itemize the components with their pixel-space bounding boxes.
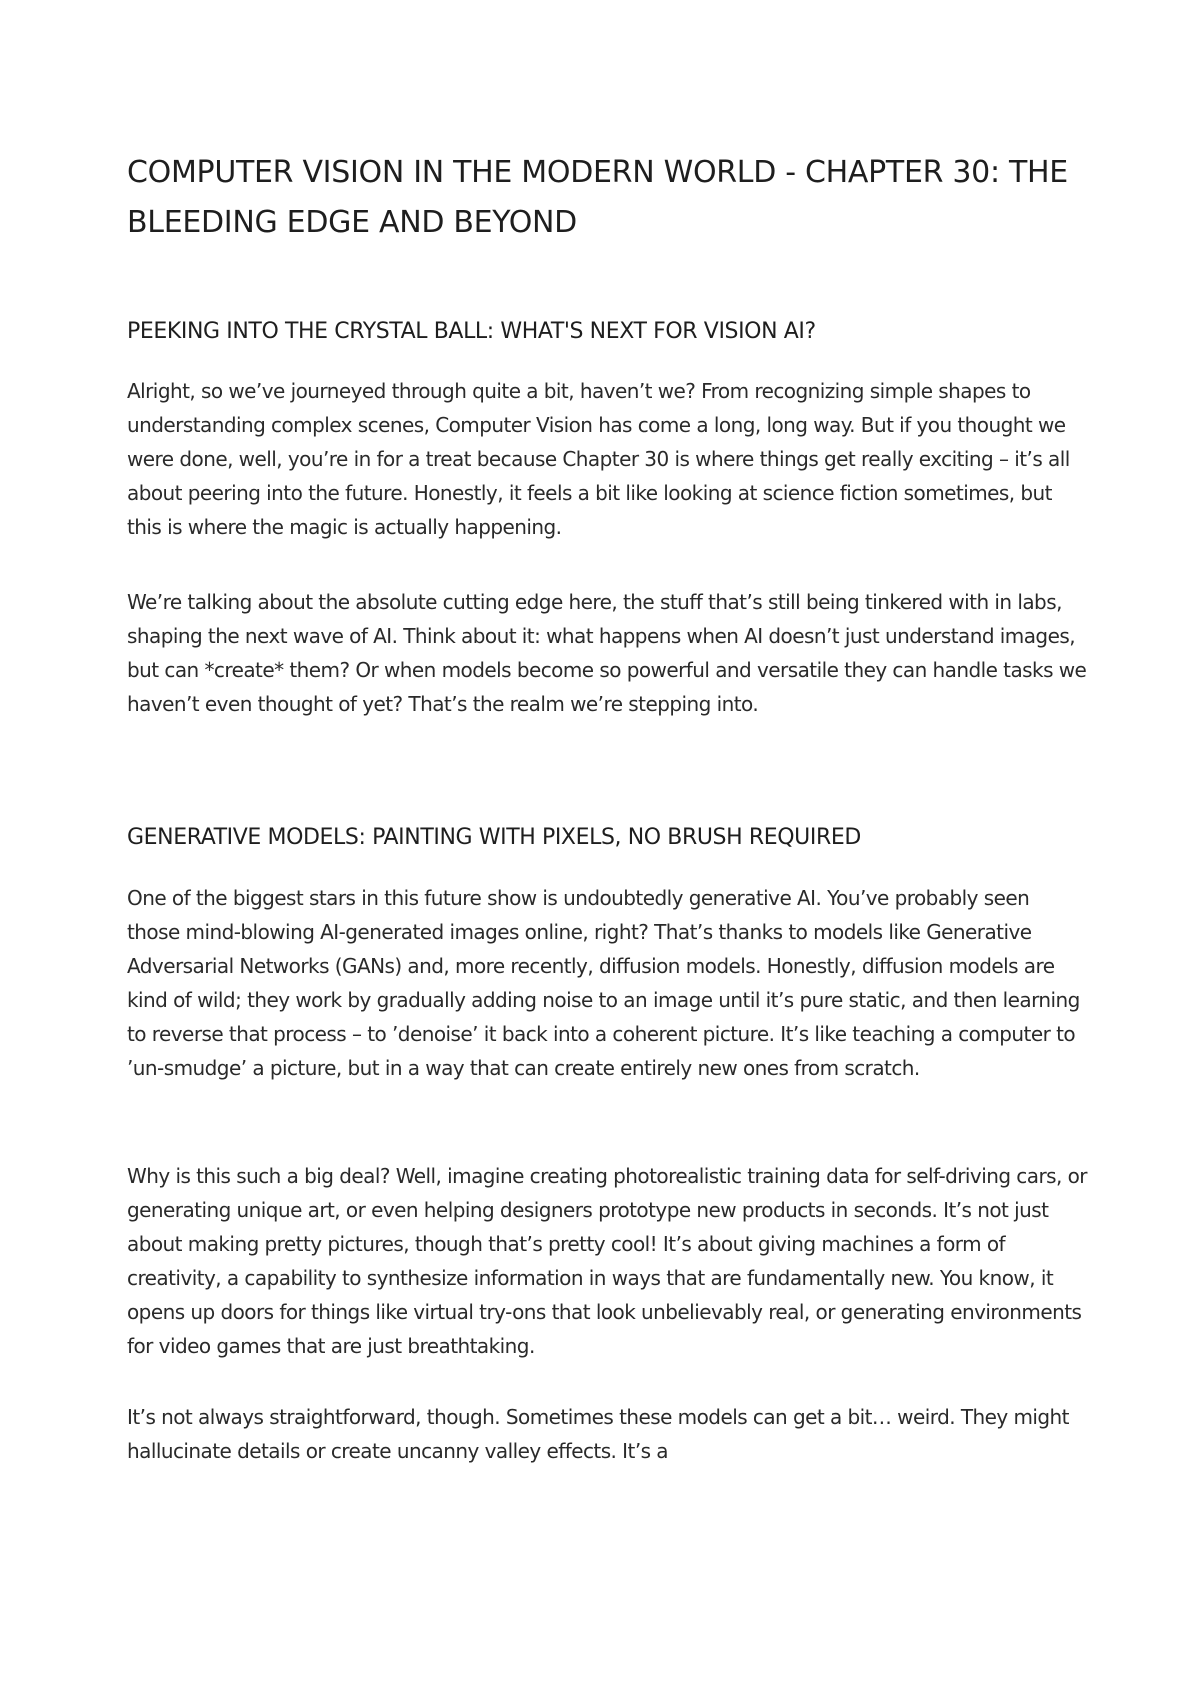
paragraph: Alright, so we’ve journeyed through quite a bit, haven’t we? From recognizing simple shapes to understanding complex scenes, Computer Vision has come a long, long way. But if you thought we were done, well, you’re in for a treat because Chapter 30 is where things get really exciting – it’s all about peering into the future. Honestly, it feels a bit like looking at science fiction sometimes, but this is where the magic is actually happening. — [127, 379, 1070, 539]
document-title: COMPUTER VISION IN THE MODERN WORLD - CHAPTER 30: THE BLEEDING EDGE AND BEYOND — [127, 155, 1068, 240]
section-heading-generative-models: GENERATIVE MODELS: PAINTING WITH PIXELS, NO BRUSH REQUIRED — [127, 825, 861, 850]
paragraph: One of the biggest stars in this future show is undoubtedly generative AI. You’ve probably seen those mind-blowing AI-generated images online, right? That’s thanks to models like Generative Adversarial Networks (GANs) and, more recently, diffusion models. Honestly, diffusion models are kind of wild; they work by gradually adding noise to an image until it’s pure static, and then learning to reverse that process – to ’denoise’ it back into a coherent picture. It’s like teaching a computer to ’un-smudge’ a picture, but in a way that can create entirely new ones from scratch. — [127, 886, 1080, 1080]
paragraph: Why is this such a big deal? Well, imagine creating photorealistic training data for self-driving cars, or generating unique art, or even helping designers prototype new products in seconds. It’s not just about making pretty pictures, though that’s pretty cool! It’s about giving machines a form of creativity, a capability to synthesize information in ways that are fundamentally new. You know, it opens up doors for things like virtual try-ons that look unbelievably real, or generating environments for video games that are just breathtaking. — [127, 1164, 1087, 1358]
paragraph: We’re talking about the absolute cutting edge here, the stuff that’s still being tinkered with in labs, shaping the next wave of AI. Think about it: what happens when AI doesn’t just understand images, but can *create* them? Or when models become so powerful and versatile they can handle tasks we haven’t even thought of yet? That’s the realm we’re stepping into. — [127, 590, 1087, 716]
paragraph: It’s not always straightforward, though. Sometimes these models can get a bit… weird. They might hallucinate details or create uncanny valley effects. It’s a — [127, 1405, 1069, 1463]
section-heading-crystal-ball: PEEKING INTO THE CRYSTAL BALL: WHAT'S NEXT FOR VISION AI? — [127, 319, 816, 344]
